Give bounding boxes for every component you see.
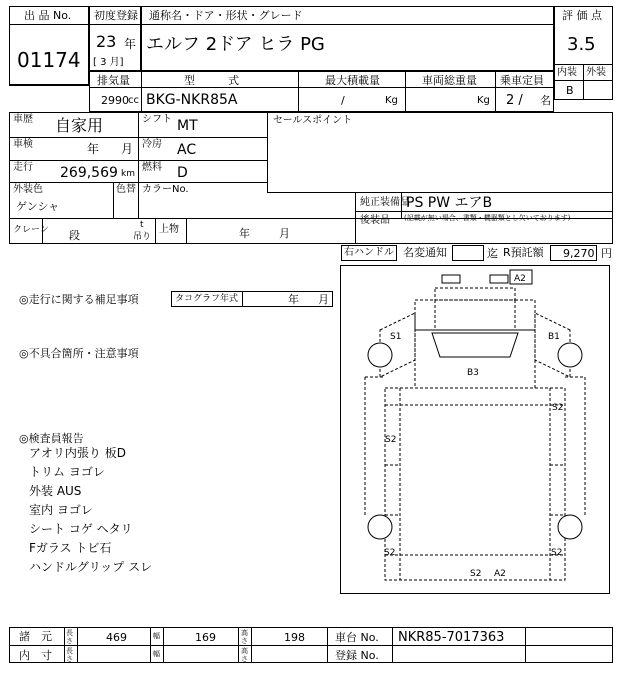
score-value: 3.5 (567, 34, 596, 55)
factory-options-label: 純正装備品 (360, 197, 410, 208)
recycle-amount: 9,270 (563, 247, 595, 260)
payload-unit: Kg (385, 95, 398, 106)
mileage-unit: km (121, 169, 135, 179)
vehicle-name: エルフ 2ドア ヒラ PG (146, 34, 325, 55)
change-notice-label: 名変通知 (403, 246, 447, 259)
crane-stage: 段 (69, 229, 80, 242)
aftermarket-note: (記載が無い場合、書類・機器類とし欠いております) (404, 214, 571, 222)
inspector-item: トリム ヨゴレ (29, 465, 105, 479)
recycle-label: R預託額 (503, 246, 544, 259)
damage-mark: S2 (552, 403, 564, 413)
damage-mark: S2 (385, 435, 397, 445)
mileage-value: 269,569 (60, 165, 118, 181)
exterior-label: 外装 (586, 67, 606, 78)
tachograph-year: 年 (288, 293, 299, 306)
crane-hook-label: 吊り (133, 232, 152, 242)
truck-diagram (340, 265, 610, 594)
displacement-unit: cc (128, 95, 139, 106)
year-char: 年 (124, 37, 137, 51)
inner-length-label: 長さ (66, 647, 73, 663)
exterior-color-value: ゲンシャ (16, 200, 60, 213)
fuel-value: D (177, 165, 188, 181)
history-value: 自家用 (55, 116, 104, 135)
damage-mark: A2 (494, 569, 506, 579)
damage-mark: S1 (390, 332, 402, 342)
gross-unit: Kg (477, 95, 490, 106)
inner-dims-label: 内 寸 (19, 649, 52, 662)
inspector-item: シート コゲ ヘタリ (29, 522, 133, 536)
first-reg-month: [ 3 月] (93, 57, 124, 68)
payload-label: 最大積載量 (325, 74, 380, 87)
damage-mark: B1 (548, 332, 560, 342)
first-reg-year: 23 (96, 32, 117, 51)
sales-point-label: セールスポイント (273, 115, 353, 126)
damage-mark: S2 (470, 569, 482, 579)
tachograph-month: 月 (318, 293, 329, 306)
capacity-unit: 名 (540, 94, 551, 107)
lot-label: 出 品 No. (24, 9, 72, 22)
registration-label: 登録 No. (335, 649, 379, 662)
inspector-item: アオリ内張り 板D (29, 446, 126, 460)
fuel-label: 燃料 (142, 162, 162, 173)
capacity-label: 乗車定員 (500, 74, 544, 87)
ac-value: AC (177, 142, 197, 158)
damage-mark: S2 (384, 548, 396, 558)
damage-mark: S2 (551, 548, 563, 558)
interior-label: 内装 (557, 67, 577, 78)
color-code-label: カラーNo. (142, 184, 189, 195)
gross-weight-label: 車両総重量 (422, 74, 477, 87)
mileage-label: 走行 (13, 162, 33, 173)
defects-label: ◎不具合箇所・注意事項 (19, 347, 139, 360)
lift-year: 年 (239, 227, 250, 240)
inspector-label: ◎検査員報告 (19, 432, 84, 445)
crane-ton-label: t (140, 220, 144, 230)
damage-mark: B3 (467, 368, 479, 378)
length-value: 469 (106, 631, 127, 644)
running-notes-label: ◎走行に関する補足事項 (19, 293, 139, 306)
width-value: 169 (195, 631, 216, 644)
lift-label: 上物 (159, 224, 179, 235)
dims-label: 諸 元 (19, 630, 52, 643)
lift-month: 月 (279, 227, 290, 240)
damage-mark: A2 (514, 274, 526, 284)
lot-number: 01174 (17, 48, 81, 72)
inspector-item: 室内 ヨゴレ (29, 503, 93, 517)
inspection-year: 年 (87, 142, 100, 156)
shift-value: MT (177, 118, 198, 134)
tachograph-label: タコグラフ年式 (175, 294, 239, 304)
document-note: 迄 (487, 247, 498, 260)
crane-label: クレーン (13, 225, 49, 235)
exterior-color-label: 外装色 (13, 184, 43, 195)
height-value: 198 (284, 631, 305, 644)
aftermarket-label: 後装品 (360, 215, 390, 226)
inner-width-label: 幅 (153, 650, 160, 658)
chassis-number: NKR85-7017363 (398, 630, 505, 645)
history-label: 車歴 (13, 114, 33, 125)
inspection-month: 月 (121, 142, 134, 156)
interior-grade: B (566, 84, 574, 97)
first-reg-label: 初度登録 (94, 9, 138, 22)
ac-label: 冷房 (142, 139, 162, 150)
score-label: 評 価 点 (562, 9, 602, 22)
capacity-value: 2 / (506, 93, 523, 108)
factory-options-value: PS PW エアB (406, 195, 493, 211)
displacement-label: 排気量 (97, 74, 130, 87)
inner-height-label: 高さ (241, 647, 248, 663)
payload-separator: / (341, 94, 345, 107)
shift-label: シフト (142, 114, 172, 125)
chassis-label: 車台 No. (335, 631, 379, 644)
vehicle-name-label: 通称名・ドア・形状・グレード (149, 9, 303, 22)
inspector-item: Fガラス トビ石 (29, 541, 112, 555)
change-notice-box (452, 245, 484, 261)
length-label: 長さ (66, 629, 73, 645)
model-value: BKG-NKR85A (146, 92, 238, 108)
steering-value: 右ハンドル (344, 247, 394, 258)
inspector-item: 外装 AUS (29, 484, 82, 498)
height-label: 高さ (241, 629, 248, 645)
inspector-item: ハンドルグリップ スレ (29, 560, 153, 574)
yen-label: 円 (601, 247, 612, 260)
inspection-label: 車検 (13, 139, 33, 150)
color-no-label: 色替 (116, 184, 136, 195)
displacement-value: 2990 (101, 94, 129, 107)
width-label: 幅 (153, 632, 160, 640)
model-label: 型 式 (184, 74, 239, 87)
